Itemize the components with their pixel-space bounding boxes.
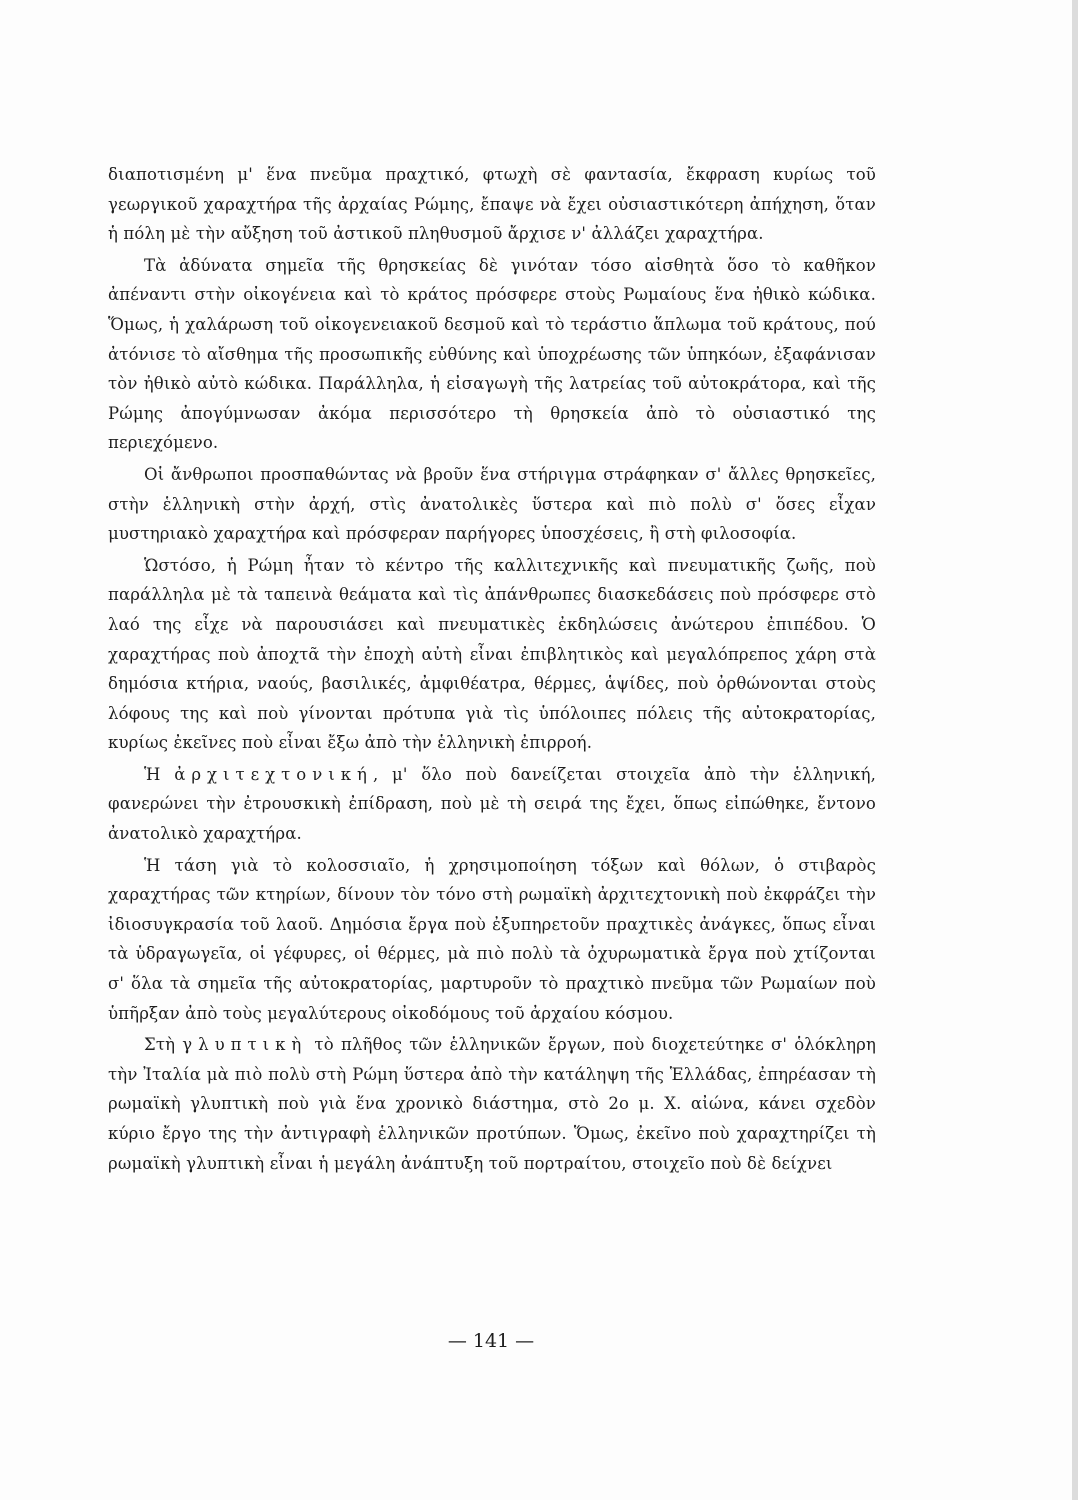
paragraph-rome-center: Ὡστόσο, ἡ Ρώμη ἦταν τὸ κέντρο τῆς καλλιτεχνικῆς καὶ πνευματικῆς ζωῆς, ποὺ παράλληλα μὲ τὰ ταπεινὰ θεάματα καὶ τὶς ἀπάνθρωπες διασκεδάσεις ποὺ πρόσφερε στὸ λαό της εἶχε νὰ παρουσιάσει καὶ πνευματικὲς ἐκδηλώσεις ἀνώτερου ἐπιπέδου. Ὁ χαραχτήρας ποὺ ἀποχτᾶ τὴν ἐποχὴ αὐτὴ εἶναι ἐπιβλητικὸς καὶ μεγαλόπρεπος χάρη στὰ δημόσια κτήρια, ναούς, βασιλικές, ἀμφιθέατρα, θέρμες, ἁψίδες, ποὺ ὀρθώνονται στοὺς λόφους της καὶ ποὺ γίνονται πρότυπα γιὰ τὶς ὑπόλοιπες πόλεις τῆς αὐτοκρατορίας, κυρίως ἐκεῖνες ποὺ εἶναι ἔξω ἀπὸ τὴν ἑλληνικὴ ἐπιρροή. [108,555,876,753]
architecture-term: ἀρχιτεχτονική [174,764,373,784]
paragraph-people: Οἱ ἄνθρωποι προσπαθώντας νὰ βροῦν ἕνα στήριγμα στράφηκαν σ' ἄλλες θρησκεῖες, στὴν ἑλληνικὴ στὴν ἀρχή, στὶς ἀνατολικὲς ὕστερα καὶ πιὸ πολὺ σ' ὅσες εἶχαν μυστηριακὸ χαραχτήρα καὶ πρόσφεραν παρήγορες ὑποσχέσεις, ἢ στὴ φιλοσοφία. [108,464,876,544]
sculpture-lead: Στὴ [144,1035,183,1055]
page-number: — 141 — [447,1330,535,1352]
paragraph-architecture [108,760,876,849]
paragraph-continuation: διαποτισμένη μ' ἕνα πνεῦμα πραχτικό, φτωχὴ σὲ φαντασία, ἔκφραση κυρίως τοῦ γεωργικοῦ χαραχτήρα τῆς ἀρχαίας Ρώμης, ἔπαψε νὰ ἔχει οὐσιαστικότερη ἀπήχηση, ὅταν ἡ πόλη μὲ τὴν αὔξηση τοῦ ἀστικοῦ πληθυσμοῦ ἄρχισε ν' ἀλλάζει χαραχτήρα. [108,165,876,244]
paragraph-religion: Τὰ ἀδύνατα σημεῖα τῆς θρησκείας δὲ γινόταν τόσο αἰσθητὰ ὅσο τὸ καθῆκον ἀπέναντι στὴν οἰκογένεια καὶ τὸ κράτος πρόσφερε στοὺς Ρωμαίους ἕνα ἠθικὸ κώδικα. Ὅμως, ἡ χαλάρωση τοῦ οἰκογενειακοῦ δεσμοῦ καὶ τὸ τεράστιο ἅπλωμα τοῦ κράτους, πού ἀτόνισε τὸ αἴσθημα τῆς προσωπικῆς εὐθύνης καὶ ὑποχρέωσης τῶν ὑπηκόων, ἐξαφάνισαν τὸν ἠθικὸ αὐτὸ κώδικα. Παράλληλα, ἡ εἰσαγωγὴ τῆς λατρείας τοῦ αὐτοκράτορα, καὶ τῆς Ρώμης ἀπογύμνωσαν ἀκόμα περισσότερο τὴ θρησκεία ἀπὸ τὸ οὐσιαστικό της περιεχόμενο. [108,255,876,453]
paragraph-colossal: Ἡ τάση γιὰ τὸ κολοσσιαῖο, ἡ χρησιμοποίηση τόξων καὶ θόλων, ὁ στιβαρὸς χαραχτήρας τῶν κτηρίων, δίνουν τὸν τόνο στὴ ρωμαϊκὴ ἀρχιτεχτονικὴ ποὺ ἐκφράζει τὴν ἰδιοσυγκρασία τοῦ λαοῦ. Δημόσια ἔργα ποὺ ἐξυπηρετοῦν πραχτικὲς ἀνάγκες, ὅπως εἶναι τὰ ὑδραγωγεῖα, οἱ γέφυρες, οἱ θέρμες, μὰ πιὸ πολὺ τὰ ὀχυρωματικὰ ἔργα ποὺ χτίζονται σ' ὅλα τὰ σημεῖα τῆς αὐτοκρατορίας, μαρτυροῦν τὸ πραχτικὸ πνεῦμα τῶν Ρωμαίων ποὺ ὑπῆρξαν ἀπὸ τοὺς μεγαλύτερους οἰκοδόμους τοῦ ἀρχαίου κόσμου. [108,855,876,1023]
architecture-lead: Ἡ [144,764,175,784]
architecture-rest: , μ' ὅλο ποὺ δανείζεται στοιχεῖα ἀπὸ τὴν ἑλληνική, φανερώνει τὴν ἐτρουσκικὴ ἐπίδραση, ποὺ μὲ τὴ σειρά της ἔχει, ὅπως εἰπώθηκε, ἔντονο ἀνατολικὸ χαραχτήρα. [108,764,877,844]
paragraph-sculpture [108,1030,876,1178]
body-text [108,160,876,1180]
sculpture-term: γλυπτικὴ [182,1035,308,1055]
sculpture-rest: τὸ πλῆθος τῶν ἑλληνικῶν ἔργων, ποὺ διοχετεύτηκε σ' ὁλόκληρη τὴν Ἰταλία μὰ πιὸ πολὺ στὴ Ρώμη ὕστερα ἀπὸ τὴν κατάληψη τῆς Ἑλλάδας, ἐπηρέασαν τὴ ρωμαϊκὴ γλυπτικὴ ποὺ γιὰ ἕνα χρονικὸ διάστημα, στὸ 2ο μ. Χ. αἰώνα, κάνει σχεδὸν κύριο ἔργο της τὴν ἀντιγραφὴ ἑλληνικῶν προτύπων. Ὅμως, ἐκεῖνο ποὺ χαραχτηρίζει τὴ ρωμαϊκὴ γλυπτικὴ εἶναι ἡ μεγάλη ἀνάπτυξη τοῦ πορτραίτου, στοιχεῖο ποὺ δὲ δείχνει [108,1035,876,1173]
